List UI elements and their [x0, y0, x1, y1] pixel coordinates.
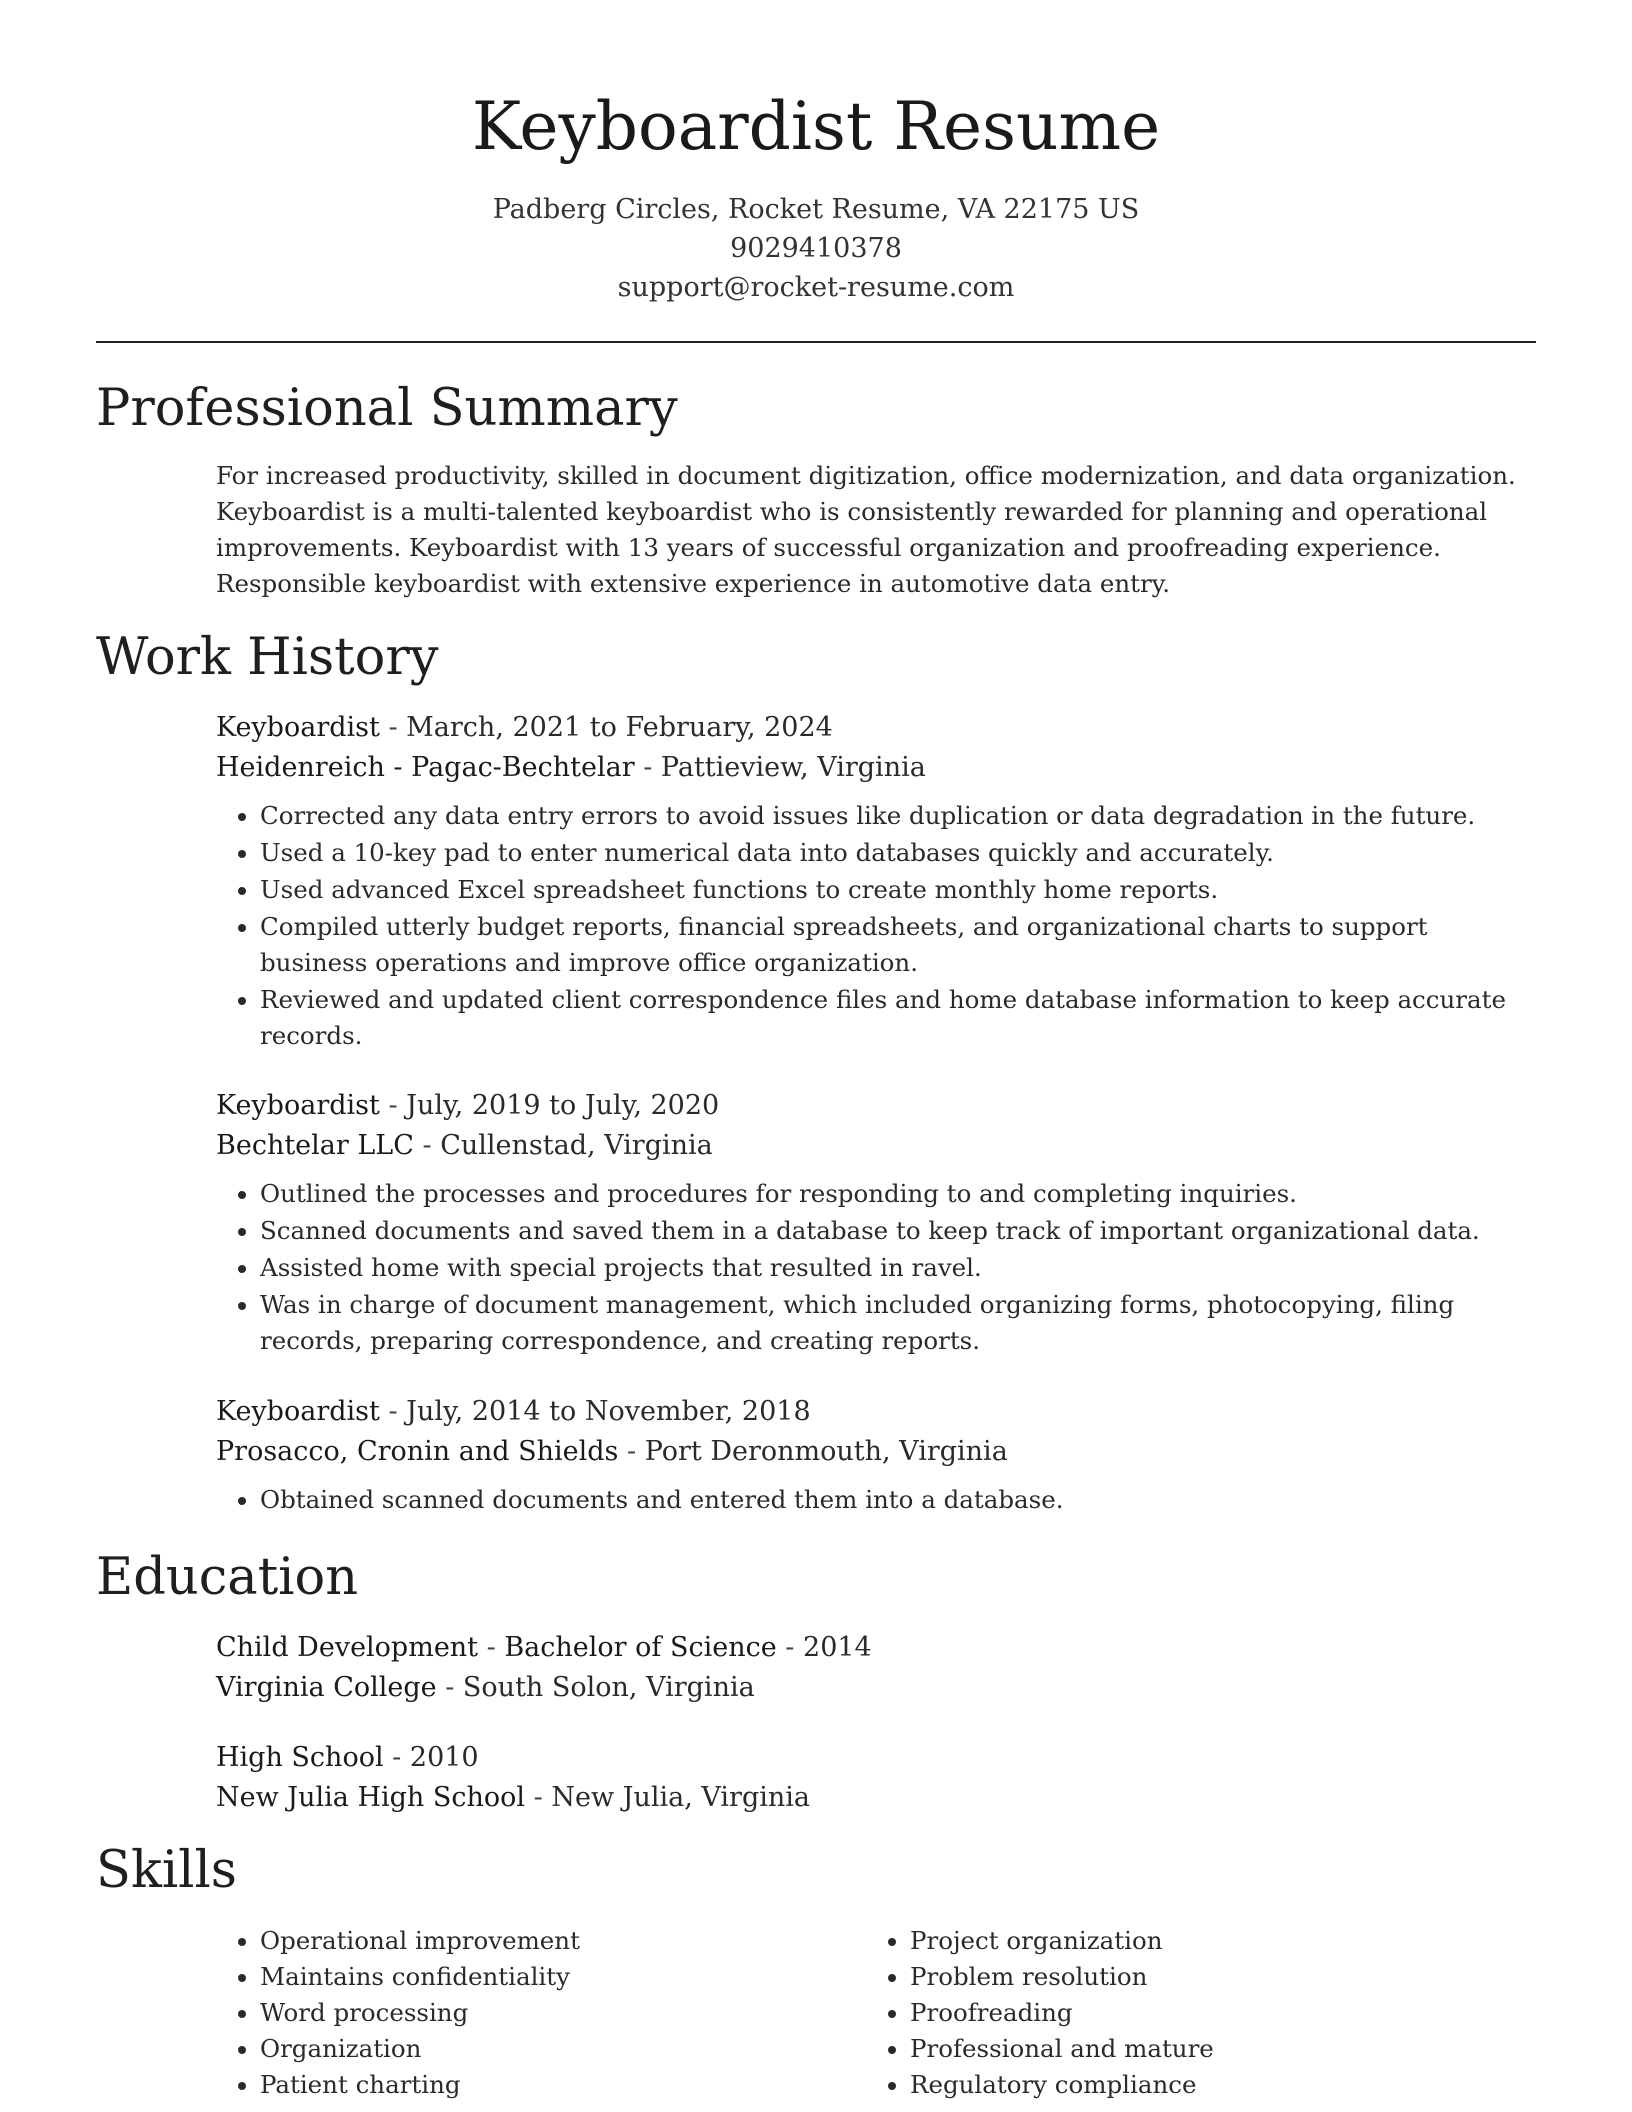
list-item: • Word processing [260, 1995, 816, 2031]
skills-list [216, 1923, 816, 2103]
education-year: 2010 [409, 1742, 479, 1773]
job-company-line: Bechtelar LLC - Cullenstad, Virginia [216, 1130, 713, 1161]
education-entry [216, 1738, 1536, 1818]
job-entry [216, 1392, 1536, 1519]
phone: 9029410378 [730, 233, 902, 264]
education-school-line: Virginia College - South Solon, Virginia [216, 1672, 755, 1703]
education-degree-line: High School - 2010 [216, 1742, 479, 1773]
education-school: New Julia High School [216, 1782, 526, 1813]
job-dates: March, 2021 to February, 2024 [406, 712, 833, 743]
education-field: High School [216, 1742, 384, 1773]
list-item: • Assisted home with special projects that resulted in ravel. [260, 1250, 1536, 1286]
list-item: • Used a 10-key pad to enter numerical data into databases quickly and accurately. [260, 835, 1536, 871]
job-company: Prosacco, Cronin and Shields [216, 1436, 619, 1467]
work-history-heading: Work History [96, 628, 439, 687]
skills-column-left [216, 1923, 816, 2103]
job-location: Port Deronmouth, Virginia [644, 1436, 1008, 1467]
job-title-line: Keyboardist - July, 2019 to July, 2020 [216, 1090, 720, 1121]
list-item: • Was in charge of document management, which included organizing forms, photocopying, filing records, preparing correspondence, and creating reports. [260, 1287, 1536, 1359]
list-item: • Maintains confidentiality [260, 1959, 816, 1995]
job-entry [216, 1086, 1536, 1360]
list-item: • Used advanced Excel spreadsheet functions to create monthly home reports. [260, 872, 1536, 908]
list-item: • Operational improvement [260, 1923, 816, 1959]
job-role: Keyboardist [216, 712, 380, 743]
job-company-line: Heidenreich - Pagac-Bechtelar - Pattieview, Virginia [216, 752, 926, 783]
education-heading: Education [96, 1548, 359, 1607]
education-field: Child Development [216, 1632, 479, 1663]
job-location: Pattieview, Virginia [660, 752, 926, 783]
education-entry [216, 1628, 1536, 1708]
email: support@rocket-resume.com [617, 272, 1015, 303]
job-entry [216, 708, 1536, 1055]
job-bullets [216, 1482, 1536, 1518]
list-item: • Corrected any data entry errors to avoid issues like duplication or data degradation in the future. [260, 798, 1536, 834]
address: Padberg Circles, Rocket Resume, VA 22175 US [492, 194, 1140, 225]
education-year: 2014 [803, 1632, 872, 1663]
education-school-line: New Julia High School - New Julia, Virginia [216, 1782, 811, 1813]
education-degree: Bachelor of Science [504, 1632, 777, 1663]
list-item: • Project organization [910, 1923, 1466, 1959]
job-dates: July, 2019 to July, 2020 [406, 1090, 720, 1121]
job-dates: July, 2014 to November, 2018 [406, 1396, 811, 1427]
job-title-line: Keyboardist - July, 2014 to November, 2018 [216, 1396, 811, 1427]
list-item: • Professional and mature [910, 2031, 1466, 2067]
list-item: • Reviewed and updated client correspondence files and home database information to keep accurate records. [260, 982, 1536, 1054]
job-company: Bechtelar LLC [216, 1130, 414, 1161]
list-item: • Obtained scanned documents and entered them into a database. [260, 1482, 1536, 1518]
resume-title: Keyboardist Resume [471, 88, 1161, 165]
job-location: Cullenstad, Virginia [440, 1130, 713, 1161]
list-item: • Patient charting [260, 2067, 816, 2103]
education-location: New Julia, Virginia [551, 1782, 811, 1813]
job-bullets [216, 1176, 1536, 1359]
list-item: • Scanned documents and saved them in a database to keep track of important organizational data. [260, 1213, 1536, 1249]
list-item: • Organization [260, 2031, 816, 2067]
education-degree-line: Child Development - Bachelor of Science - 2014 [216, 1632, 872, 1663]
skills-list [866, 1923, 1466, 2103]
contact-info [96, 190, 1536, 307]
job-company: Heidenreich - Pagac-Bechtelar [216, 752, 635, 783]
skills-column-right [866, 1923, 1466, 2103]
skills-heading: Skills [96, 1841, 237, 1900]
job-role: Keyboardist [216, 1396, 380, 1427]
summary-heading: Professional Summary [96, 379, 678, 438]
education-school: Virginia College [216, 1672, 437, 1703]
job-company-line: Prosacco, Cronin and Shields - Port Deronmouth, Virginia [216, 1436, 1008, 1467]
list-item: • Compiled utterly budget reports, financial spreadsheets, and organizational charts to support business operations and improve office organization. [260, 909, 1536, 981]
list-item: • Problem resolution [910, 1959, 1466, 1995]
job-bullets [216, 798, 1536, 1054]
resume-header [96, 84, 1536, 307]
list-item: • Outlined the processes and procedures for responding to and completing inquiries. [260, 1176, 1536, 1212]
job-title-line: Keyboardist - March, 2021 to February, 2024 [216, 712, 833, 743]
header-divider [96, 341, 1536, 343]
list-item: • Proofreading [910, 1995, 1466, 2031]
list-item: • Regulatory compliance [910, 2067, 1466, 2103]
job-role: Keyboardist [216, 1090, 380, 1121]
summary-text: For increased productivity, skilled in document digitization, office modernization, and data organization. Keyboardist is a multi-talented keyboardist who is consistently rewarded for planning and operational improvements. Keyboardist with 13 years of successful organization and proofreading experience. Responsible keyboardist with extensive experience in automotive data entry. [216, 461, 1516, 598]
education-location: South Solon, Virginia [462, 1672, 755, 1703]
